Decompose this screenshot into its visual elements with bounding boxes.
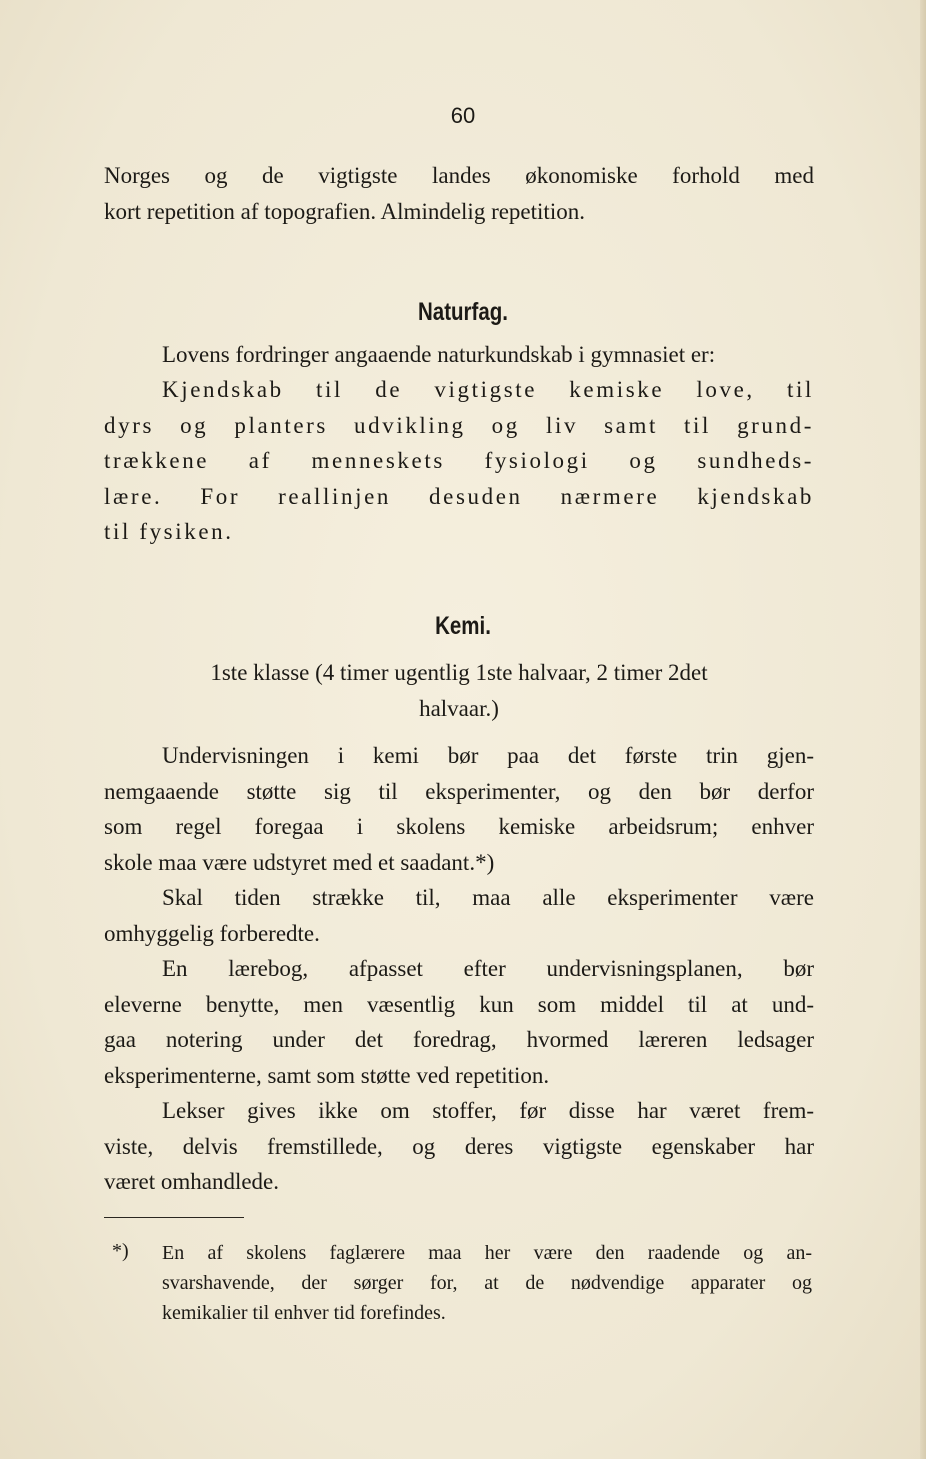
text-line: En af skolens faglærere maa her være den raadende og an- bbox=[162, 1242, 812, 1264]
text-line: svarshavende, der sørger for, at de nødvendige apparater og bbox=[162, 1272, 812, 1294]
text-line: været omhandlede. bbox=[104, 1169, 280, 1194]
text-line: dyrs og planters udvikling og liv samt til grund- bbox=[104, 412, 814, 438]
text-line: viste, delvis fremstillede, og deres vigtigste egenskaber har bbox=[104, 1133, 814, 1159]
text-line: som regel foregaa i skolens kemiske arbeidsrum; enhver bbox=[104, 814, 814, 839]
text-line: nemgaaende støtte sig til eksperimenter, og den bør derfor bbox=[104, 778, 814, 804]
text-line: trækkene af menneskets fysiologi og sundheds- bbox=[104, 448, 814, 473]
kemi-paragraph-4 bbox=[104, 1093, 814, 1200]
text-line: lære. For reallinjen desuden nærmere kjendskab bbox=[104, 483, 814, 509]
top-paragraph bbox=[104, 158, 814, 229]
text-line: eleverne benytte, men væsentlig kun som middel til at und- bbox=[104, 991, 814, 1017]
text-line: omhyggelig forberedte. bbox=[104, 920, 320, 946]
text-line: Kjendskab til de vigtigste kemiske love, til bbox=[162, 377, 814, 402]
text-line: skole maa være udstyret med et saadant.*) bbox=[104, 849, 495, 875]
text-line: Norges og de vigtigste landes økonomiske forhold med bbox=[104, 163, 814, 188]
text-line: Skal tiden strække til, maa alle eksperimenter være bbox=[162, 885, 814, 910]
text-line: Undervisningen i kemi bør paa det første trin gjen- bbox=[162, 743, 814, 768]
footnote-rule bbox=[104, 1217, 244, 1218]
footnote-text bbox=[162, 1238, 812, 1328]
text-line: 1ste klasse (4 timer ugentlig 1ste halvaar, 2 timer 2det bbox=[210, 660, 708, 685]
page-number: 60 bbox=[450, 103, 476, 128]
kemi-subtitle bbox=[104, 655, 814, 726]
text-line: til fysiken. bbox=[104, 519, 234, 544]
text-line: kort repetition af topografien. Almindelig repetition. bbox=[104, 198, 585, 224]
footnote-marker: *) bbox=[112, 1240, 129, 1262]
naturfag-intro bbox=[104, 337, 814, 373]
kemi-paragraph-2 bbox=[104, 880, 814, 951]
section-heading-kemi: Kemi. bbox=[435, 612, 491, 640]
section-heading-naturfag: Naturfag. bbox=[418, 298, 508, 326]
text-line: En lærebog, afpasset efter undervisningsplanen, bør bbox=[162, 956, 814, 981]
text-line: eksperimenterne, samt som støtte ved repetition. bbox=[104, 1062, 550, 1088]
text-line: Lekser gives ikke om stoffer, før disse har været frem- bbox=[162, 1098, 814, 1123]
text-line: halvaar.) bbox=[419, 695, 499, 721]
text-line: gaa notering under det foredrag, hvormed læreren ledsager bbox=[104, 1027, 814, 1052]
text-line: kemikalier til enhver tid forefindes. bbox=[162, 1302, 446, 1324]
naturfag-requirements bbox=[104, 372, 814, 550]
page-edge bbox=[920, 0, 926, 1459]
kemi-paragraph-1 bbox=[104, 738, 814, 880]
kemi-paragraph-3 bbox=[104, 951, 814, 1093]
text-line: Lovens fordringer angaaende naturkundskab i gymnasiet er: bbox=[162, 342, 716, 367]
